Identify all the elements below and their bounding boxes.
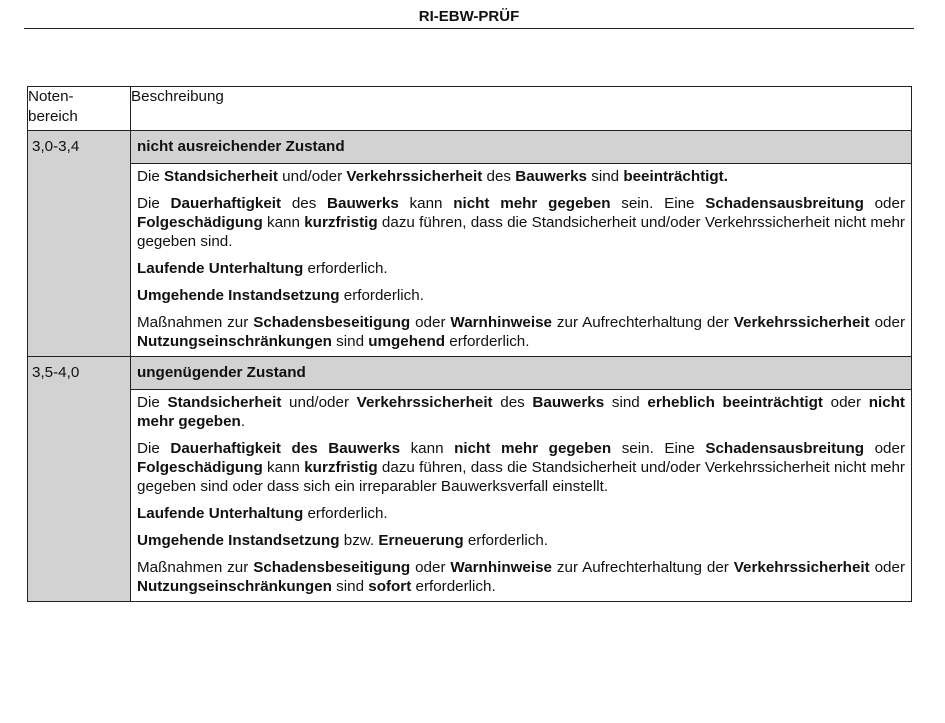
page-header [24,0,914,29]
document-title: RI-EBW-PRÜF [418,8,520,25]
emphasis-text: Bauwerks [515,168,587,185]
body-text: zur Aufrechterhaltung der [551,314,734,331]
body-text: oder [869,559,906,576]
body-text: Maßnahmen zur [137,314,254,331]
table-header-row [28,87,912,131]
emphasis-text: kurzfristig [304,459,378,476]
paragraph [137,167,905,186]
paragraph [137,194,905,251]
section-title-row [28,357,912,390]
condition-description [131,164,912,357]
body-text: sind [587,168,624,185]
column-header-range: Noten- bereich [28,87,131,131]
body-text: und/oder [281,394,357,411]
body-text: kann [400,440,455,457]
body-text: oder [863,195,906,212]
body-text: erforderlich. [463,532,549,549]
paragraph [137,393,905,431]
body-text: dazu führen, dass die Standsicherheit und/oder Verkehrssicherheit nicht mehr gegeben sind. [137,214,905,250]
emphasis-text: nicht mehr gegeben [454,440,612,457]
emphasis-text: Folgeschädigung [137,214,263,231]
condition-title: ungenügender Zustand [131,357,912,390]
emphasis-text: Schadensausbreitung [705,440,865,457]
body-text: sind [331,333,369,350]
body-text: kann [398,195,454,212]
section-title-row [28,131,912,164]
paragraph [137,259,905,278]
paragraph [137,531,905,550]
emphasis-text: Bauwerks [532,394,605,411]
emphasis-text: sofort [368,578,412,595]
body-text: dazu führen, dass die Standsicherheit und/oder Verkehrssicherheit nicht mehr gegeben sind oder dass sich ein irreparabler Bauwerksverfall einstellt. [137,459,905,495]
body-text: oder [822,394,869,411]
emphasis-text: kurzfristig [304,214,378,231]
body-text: erforderlich. [303,505,388,522]
body-text: sind [604,394,648,411]
body-text: und/oder [277,168,347,185]
body-text: sein. Eine [611,440,706,457]
emphasis-text: Schadensbeseitigung [253,314,411,331]
body-text: oder [864,440,906,457]
emphasis-text: Standsicherheit [167,394,282,411]
paragraph [137,504,905,523]
emphasis-text: Nutzungseinschränkungen [137,333,332,350]
emphasis-text: Standsicherheit [164,168,278,185]
body-text: zur Aufrechterhaltung der [551,559,734,576]
emphasis-text: beeinträchtigt. [623,168,728,185]
emphasis-text: Laufende Unterhaltung [137,260,304,277]
body-text: Die [137,394,168,411]
body-text: des [482,168,516,185]
body-text: oder [410,559,451,576]
body-text: sind [331,578,369,595]
body-text: erforderlich. [411,578,496,595]
body-text: oder [869,314,906,331]
emphasis-text: Verkehrssicherheit [356,394,493,411]
section-description-row [28,390,912,602]
body-text: bzw. [339,532,379,549]
emphasis-text: umgehend [368,333,446,350]
emphasis-text: Umgehende Instandsetzung [137,287,340,304]
body-text: . [240,413,246,430]
emphasis-text: Laufende Unterhaltung [137,505,304,522]
column-header-description: Beschreibung [131,87,912,131]
paragraph [137,558,905,596]
body-text: sein. Eine [610,195,706,212]
condition-title: nicht ausreichender Zustand [131,131,912,164]
emphasis-text: Umgehende Instandsetzung [137,532,340,549]
emphasis-text: Verkehrssicherheit [346,168,483,185]
grade-range: 3,0-3,4 [28,131,131,357]
body-text: des [281,195,328,212]
emphasis-text: Schadensbeseitigung [253,559,411,576]
emphasis-text: Warnhinweise [450,559,552,576]
paragraph [137,313,905,351]
body-text: des [492,394,533,411]
paragraph [137,439,905,496]
body-text: kann [262,214,305,231]
emphasis-text: erheblich beeinträchtigt [647,394,823,411]
emphasis-text: Schadensausbreitung [705,195,864,212]
body-text: Maßnahmen zur [137,559,254,576]
body-text: erforderlich. [339,287,424,304]
emphasis-text: Dauerhaftigkeit [170,195,282,212]
body-text: erforderlich. [303,260,388,277]
emphasis-text: Verkehrssicherheit [733,314,870,331]
body-text: Die [137,195,171,212]
emphasis-text: Nutzungseinschränkungen [137,578,332,595]
grade-table [27,86,912,602]
body-text: Die [137,168,165,185]
body-text: Die [137,440,171,457]
paragraph [137,286,905,305]
body-text: kann [262,459,305,476]
emphasis-text: nicht mehr gegeben [137,394,905,430]
body-text: erforderlich. [445,333,530,350]
emphasis-text: Verkehrssicherheit [733,559,870,576]
emphasis-text: Erneuerung [378,532,464,549]
emphasis-text: Folgeschädigung [137,459,263,476]
grade-range: 3,5-4,0 [28,357,131,602]
emphasis-text: Dauerhaftigkeit des Bauwerks [170,440,401,457]
emphasis-text: Bauwerks [327,195,399,212]
body-text: oder [410,314,451,331]
condition-description [131,390,912,602]
emphasis-text: nicht mehr gegeben [453,195,611,212]
emphasis-text: Warnhinweise [450,314,552,331]
section-description-row [28,164,912,357]
